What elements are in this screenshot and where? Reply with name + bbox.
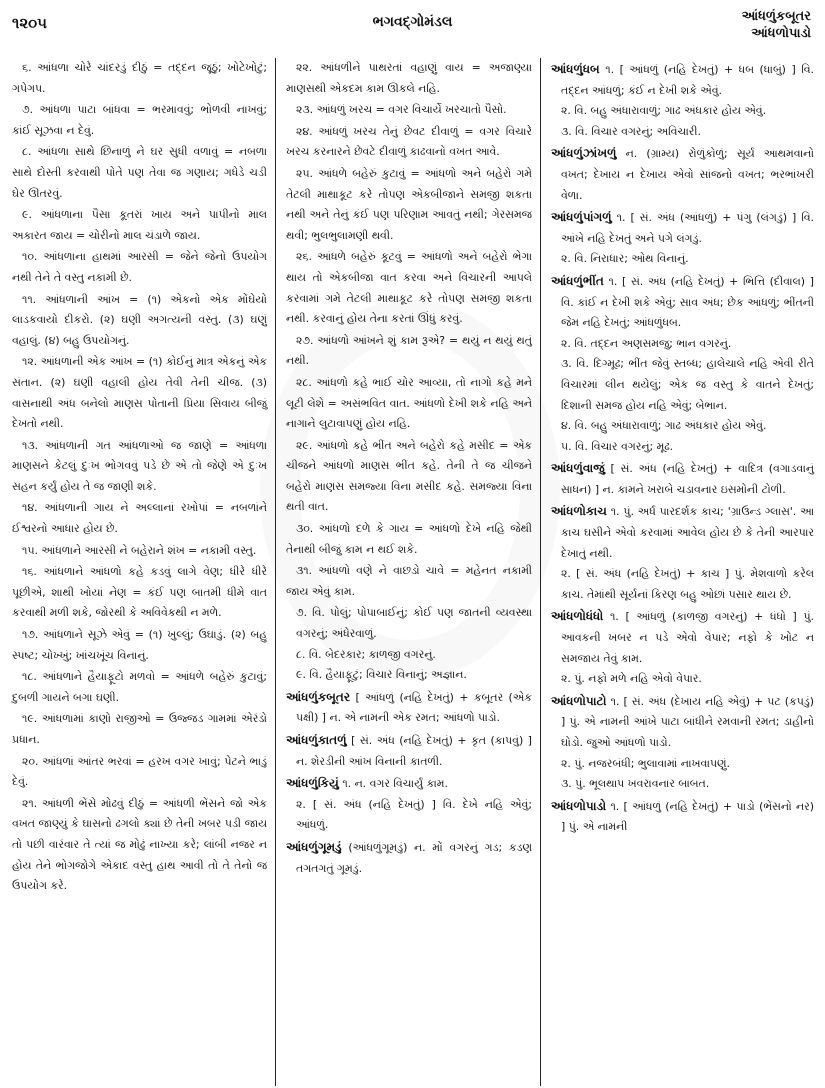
sense-item: ૮. વિ. બેદરકાર; કાળજી વગરનું.: [296, 647, 436, 661]
dictionary-entry: [551, 143, 814, 206]
idiom-item: ૨૧. આંધળી ભેંસે મોઢવું દીઠું = આંધળી ભેંસને જો એક વખત જાણ્યું કે ઘાસનો ઢગલો ક્યાં છે તેની ખબર પડી જાય તો પછી વારંવાર તે ત્યાં જ મોઢું નાખ્યા કરે; લાંબી નજર ન હોય તેને ભોગજોગે એકાદ વસ્તુ હાથ આવી તો તે તેનો જ ઉપયોગ કરે.: [12, 796, 267, 893]
idiom-item: ૧૨. આંધળાની એક આંખ = (૧) કોઈનું માત્ર એકનું એક સંતાન. (૨) ઘણી વહાલી હોય તેવી તેની ચીજ. (૩) વાસનાથી અંધ બનેલો માણસ પોતાની પ્રિયા સિવાય બીજું દેખતો નથી.: [12, 355, 267, 431]
definition: ૧. [ આંધળું (નહિ દેખતું) + ધબ (ધાબું) ] વિ. તદ્દન આંધળું; કંઈ ન દેખી શકે એવું.: [561, 63, 814, 97]
book-title: ભગવદ્ગોમંડલ: [372, 14, 453, 30]
idiom-item: ૮. આંધળા સાથે છિનાળું ને ઘર સુધી વળાવું = નબળા સાથે દોસ્તી કરવાથી પોતે પણ તેવા જ ગણાય; ગધેડે ચડી ઘેર ઊતરવું.: [12, 145, 267, 200]
definition: ન. (ગ્રામ્ય) રોળુંકોળું; સૂર્ય આથમવાનો વખત; દેખાય ન દેખાય એવો સાંજનો વખત; ભરભાંખરી વેળા.: [561, 147, 814, 202]
idiom-item: ૧૩. આંધળાની ગત આંધળાઓ જ જાણે = આંધળા માણસને કેટલું દુઃખ ભોગવવું પડે છે એ તો જેણે એ દુઃખ સહન કર્યું હોય તે જ જાણી શકે.: [12, 438, 267, 493]
sense-item: ૨. પું. નફો મળે નહિ એવો વેપાર.: [561, 672, 702, 686]
column-2: [276, 58, 541, 1086]
dictionary-entry: [551, 606, 814, 669]
definition: [ સં. અંધ (નહિ દેખતું) + વાદિત્ર (વગાડવાનું સાધન) ] ન. કામને ખરાબે ચડાવનાર ઇસમોની ટોળી.: [561, 462, 814, 496]
idiom-item: ૧૧. આંધળાની આંખ = (૧) એકનો એક મોંઘેયો લાડકવાયો દીકરો. (૨) ઘણી અગત્યની વસ્તુ. (૩) ઘણું વહાલું. (૪) બહુ ઉપયોગનું.: [12, 292, 267, 347]
guide-words: [742, 8, 811, 42]
headword: આંધળુંઝાંખળું: [551, 146, 617, 161]
headword: આંધળોકાચ: [551, 504, 607, 519]
column-1: [8, 58, 276, 1086]
definition: ૧. [ સં. અંધ (દેખાય નહિ એવું) + પટ (કપડું) ] પું. એ નામની આંખે પાટા બાંધીને રમવાની રમત; ડાહીનો ઘોડો. જુઓ આંધળો પાડો.: [561, 694, 814, 749]
sense-item: ૨. વિ. બહુ અંધારાવાળું; ગાઢ અંધકાર હોય એવું.: [561, 104, 767, 118]
definition: [ સં. અંધ (નહિ દેખતું) + કૃત (કાપવું) ] ન. શેરડીની આંખ વિનાની કાતળી.: [296, 734, 532, 768]
dictionary-entry: [551, 691, 814, 754]
idiom-item: ૨૨. આંધળીને પાથરતાં વહાણું વાય = અજાણ્યા માણસથી એકદમ કામ ઊકલે નહિ.: [286, 61, 532, 95]
headword: આંધળોપાડો: [551, 798, 607, 813]
definition: ૧. પું. અર્ધ પારદર્શક કાચ; 'ગ્રાઉન્ડ ગ્લાસ'. આ કાચ ઘસીને એવો કરવામાં આવેલ હોય છે કે તેની આરપાર દેખાતું નથી.: [561, 505, 814, 560]
dictionary-entry: [286, 837, 532, 879]
dictionary-entry: [551, 59, 814, 101]
idiom-item: ૧૦. આંધળાના હાથમાં આરસી = જેને જેનો ઉપયોગ નથી તેને તે વસ્તુ નકામી છે.: [12, 250, 267, 284]
idiom-item: ૨૫. આંધળે બહેરું કુટાવું = આંધળો અને બહેરો ગમે તેટલી માથાકૂટ કરે તોપણ એકબીજાને સમજી શકતા નથી અને તેનું કંઈ પણ પરિણામ આવતું નથી; ગેરસમજ થવી; ભુલભુલામણી થવી.: [286, 166, 532, 242]
headword: આંધળુંધબ: [551, 62, 600, 76]
definition: ૧. [ સં. અંધ (આંધળું) + પંગુ (લંગડું) ] વિ. આંખે નહિ દેખતું અને પગે લંગડું.: [561, 211, 814, 245]
idiom-item: ૬. આંધળા ચોરે ચાંદરડું દીઠું = તદ્દન જૂઠું; ખોટેખોટું; ગપેગપ.: [12, 61, 267, 95]
dictionary-entry: [551, 458, 814, 500]
idiom-item: ૯. આંધળાના પૈસા કૂતરાં ખાય અને પાપીનો માલ અકારત જાય = ચોરીનો માલ ચંડાળે જાય.: [12, 208, 267, 242]
headword: આંધળુંકબૂતર: [286, 689, 351, 704]
idiom-item: ૨૩. આંધળું ખરચ = વગર વિચાર્યે ખરચાતો પૈસો.: [296, 103, 507, 117]
sense-item: ૨. વિ. નિરાધાર; ઓથ વિનાનું.: [561, 252, 689, 266]
headword: આંધળુંગૂમડું: [286, 839, 342, 854]
headword: આંધળુંભીંત: [551, 273, 604, 288]
dictionary-entry: [286, 773, 532, 795]
headword: આંધળુંવાજું: [551, 461, 605, 476]
column-3: [541, 58, 818, 1086]
headword: આંધળુંકિયું: [286, 776, 339, 791]
idiom-item: ૨૯. આંધળો કહે ભીંત અને બહેરો કહે મસીદ = એક ચીજને આંધળો માણસ ભીંત કહે. તેની તે જ ચીજને બહેરો માણસ સમજ્યા વિના મસીદ કહે. સમજ્યા વિના થતી વાત.: [286, 438, 532, 514]
idiom-item: ૨૭. આંધળો આંખને શું કામ રૂએ? = થયું ન થયું થતું નથી.: [286, 333, 532, 368]
idiom-item: ૨૮. આંધળો કહે ભાઈ ચોર આવ્યા, તો નાગો કહે મને લૂટી લેશે = અસંભવિત વાત. આંધળો દેખી શકે નહિ અને નાગાને લુટાવાપણું હોય નહિ.: [286, 375, 532, 431]
dictionary-columns: [8, 58, 818, 1086]
sense-item: ૪. વિ. બહુ અંધારાવાળું; ગાઢ અંધકાર હોય એવું.: [561, 419, 767, 433]
idiom-item: ૧૫. આંધળાને આરસી ને બહેરાને શંખ = નકામી વસ્તુ.: [22, 543, 257, 557]
idiom-item: ૧૪. આંધળાની ગાય ને અલ્લાનાં રખોપાં = નબળાંને ઈશ્વરનો આધાર હોય છે.: [12, 501, 267, 536]
definition: (આંધળુંગૂમડું) ન. મોં વગરનું ગડ; કડણ તગતગતું ગૂમડું.: [296, 840, 532, 875]
sense-item: ૨. પું. નજરબંધી; ભુલાવામાં નાખવાપણું.: [561, 756, 730, 770]
sense-item: ૨. [ સં. અંધ (નહિ દેખતું) + કાચ ] પું. મેશવાળો કરેલ કાચ. તેમાંથી સૂર્યનાં કિરણ બહુ ઓછાં પસાર થાય છે.: [561, 567, 814, 601]
dictionary-entry: [286, 687, 532, 729]
definition: ૧. ન. વગર વિચાર્યું કામ.: [342, 777, 448, 791]
sense-item: ૨. [ સં. અંધ (નહિ દેખતું) ] વિ. દેખે નહિ એવું; આંધળું.: [296, 797, 532, 832]
headword: આંધળુંપાંગળું: [551, 210, 612, 225]
dictionary-entry: [551, 796, 814, 838]
headword: આંધળુંકાતળું: [286, 733, 347, 747]
dictionary-entry: [286, 730, 532, 772]
definition: ૧. [ સં. અંધ (નહિ દેખતું) + ભિત્તિ (દીવાલ) ] વિ. કાંઈ ન દેખી શકે એવું; સાવ અંધ; છેક આંધળું; ભીંતની જેમ નહિ દેખતું; આંધળુંધબ.: [561, 274, 814, 330]
dictionary-entry: [551, 501, 814, 564]
sense-item: ૭. વિ. પોલું; પોપાબાઈનું; કોઈ પણ જાતની વ્યવસ્થા વગરનું; અંધેરવાળું.: [296, 606, 532, 641]
page-number: ૧૨૦૫: [12, 14, 48, 32]
idiom-item: ૧૬. આંધળાને આંધળો કહે કડવું લાગે વેણ; ધીરે ધીરે પૂછીએ, શાથી ખોયાં નેણ = કંઈ પણ બાતમી ધીમે વાત કરવાથી મળી શકે, જોરથી કે અવિવેકથી ન મળે.: [12, 565, 267, 620]
definition: ૧. [ આંધળું (કાળજી વગરનું) + ધંધો ] પું. આવકની ખબર ન પડે એવો વેપાર; નફો કે ખોટ ન સમજાય તેવું કામ.: [561, 610, 814, 665]
idiom-item: ૨૬. આંધળે બહેરું કૂટવું = આંધળો અને બહેરો ભેગા થાય તો એકબીજા વાત કરવા અને વિચારની આપલે કરવામાં ગમે તેટલી માથાકૂટ કરે તોપણ સમજી શકતા નથી. કરવાનું હોય તેના કરતાં ઊંધું કરવું.: [286, 250, 532, 326]
idiom-item: ૨૪. આંધળું ખરચ તેનું છેવટ દીવાળું = વગર વિચારે ખરચ કરનારને છેવટે દીવાળું કાઢવાનો વખત આવે.: [286, 124, 532, 159]
sense-item: ૩. વિ. વિચાર વગરનું; અવિચારી.: [561, 124, 702, 138]
idiom-item: ૧૭. આંધળાને સૂઝે એવું = (૧) ખુલ્લું; ઉઘાડું. (૨) બહુ સ્પષ્ટ; ચોખ્ખું; ખાંચખૂંચ વિનાનું.: [12, 628, 267, 662]
sense-item: ૨. વિ. તદ્દન અણસમજુ; ભાન વગરનું.: [561, 336, 732, 350]
guide-word-first: આંધળુંકબૂતર: [741, 9, 811, 24]
sense-item: ૯. વિ. હૈયાફૂટું; વિચાર વિનાનું; અજ્ઞાન.: [296, 668, 467, 682]
idiom-item: ૧૯. આંધળામાં કાણો રાજીઓ = ઉજ્જડ ગામમાં એરંડો પ્રધાન.: [12, 712, 267, 746]
idiom-item: ૭. આંધળા પાટા બાંધવા = ભરમાવવું; ભોળવી નાખવું; કાંઈ સૂઝવા ન દેવું.: [12, 103, 267, 137]
idiom-item: ૩૦. આંધળો દળે કે ગાય = આંધળો દેખે નહિ જેથી તેનાથી બીજું કામ ન થઈ શકે.: [286, 522, 532, 556]
dictionary-entry: [551, 207, 814, 249]
headword: આંધળોધંધો: [551, 609, 604, 624]
headword: આંધળોપાટો: [551, 693, 607, 708]
idiom-item: ૩૧. આંધળો વણે ને વાછડો ચાવે = મહેનત નકામી જાય એવું કામ.: [286, 564, 532, 598]
sense-item: ૩. પું. ભૂલથાપ ખવરાવનાર બાબત.: [561, 777, 710, 791]
sense-item: ૩. વિ. દિગ્મૂઢ; ભીંત જેવું સ્તબ્ધ; હાલેચાલે નહિ એવી રીતે વિચારમાં લીન થયેલું; એક જ વસ્તુ કે વાતને દેખતું; દિશાની સમજ હોય નહિ એવું; બેભાન.: [561, 357, 814, 412]
idiom-item: ૧૮. આંધળાને હૈયાફૂટો મળવો = આંધળે બહેરું કુટાવું; દુબળી ગાયને બગા ઘણી.: [12, 670, 267, 704]
definition: [ આંધળું (નહિ દેખતું) + કબૂતર (એક પક્ષી) ] ન. એ નામની એક રમત; આંધળો પાડો.: [296, 690, 532, 725]
idiom-item: ૨૦. આંધળાં આંતર ભરવાં = હરખ વગર ખાવું; પેટને ભાડું દેવું.: [12, 754, 267, 789]
definition: ૧. [ આંધળું (નહિ દેખતું) + પાડો (ભેંસનો નર) ] પું. એ નામની: [561, 799, 814, 834]
guide-word-last: આંધળોપાડો: [751, 26, 811, 41]
page-header: [0, 0, 825, 56]
sense-item: ૫. વિ. વિચાર વગરનું; મૂઢ.: [561, 439, 674, 453]
dictionary-entry: [551, 271, 814, 334]
